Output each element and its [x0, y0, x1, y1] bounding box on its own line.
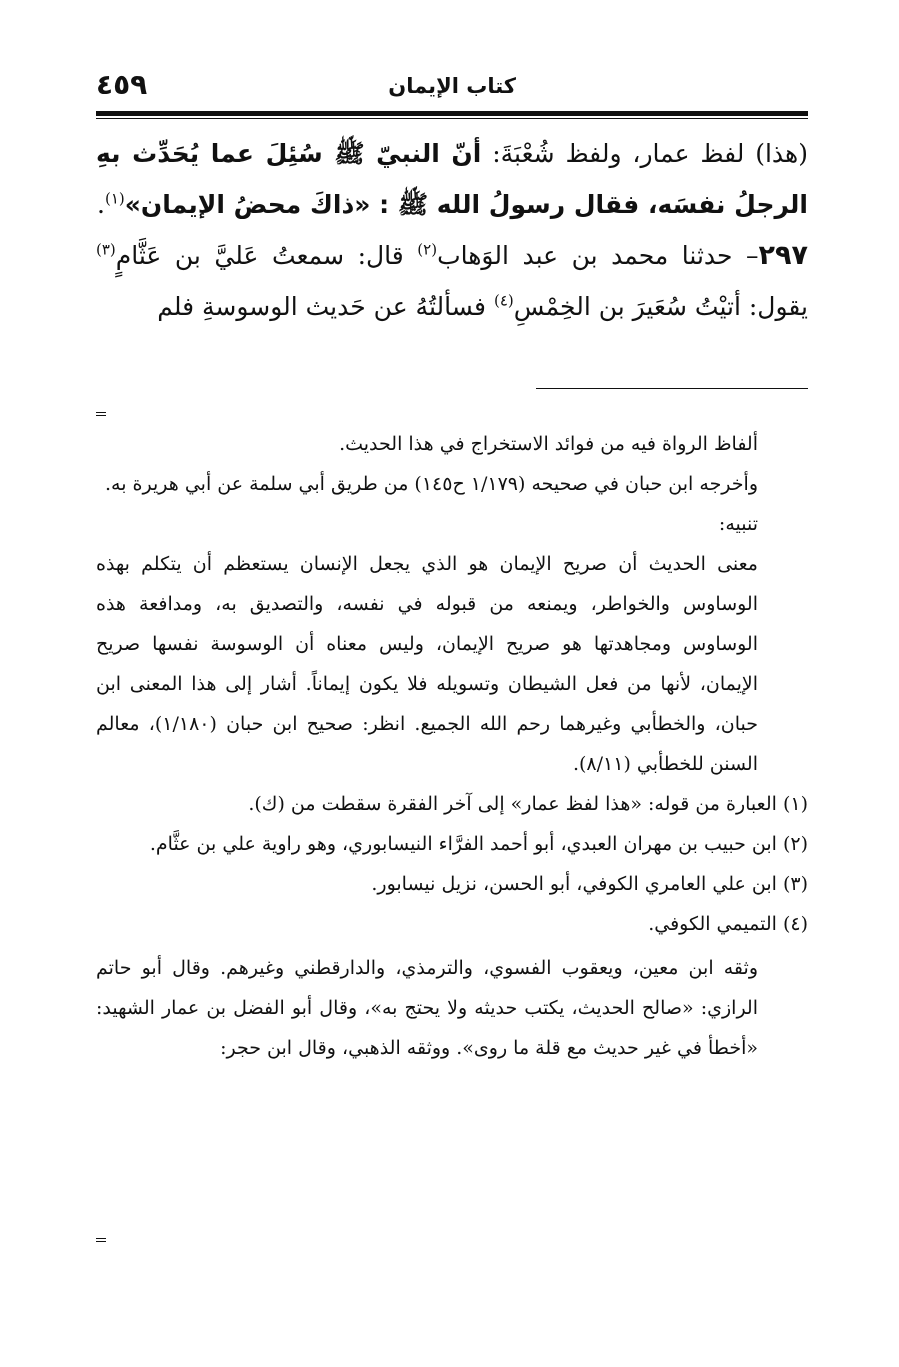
continuation-mark-top [96, 412, 106, 416]
footnote-separator [536, 388, 808, 389]
footnote-continuation-1: ألفاظ الرواة فيه من فوائد الاستخراج في هذا الحديث. [339, 433, 758, 455]
footnote-continuation-3: معنى الحديث أن صريح الإيمان هو الذي يجعل الإنسان يستعظم أن يتكلم بهذه الوساوس والخواطر، ويمنعه من قبوله في نفسه، والتصديق به، ومدافعة هذه الوساوس ومجاهدتها هو صريح الإيمان، وليس معناه أن الوسوسة نفسها صريح الإيمان، لأنها من فعل الشيطان وتسويله فلا يكون إيماناً. أشار إلى هذا المعنى ابن حبان، والخطأبي وغيرهما رحم الله الجميع. انظر: صحيح ابن حبان (١/١٨٠)، معالم السنن للخطأبي (٨/١١). [96, 553, 758, 775]
footnote-continuation-2: وأخرجه ابن حبان في صحيحه (١/١٧٩ ح١٤٥) من طريق أبي سلمة عن أبي هريرة به. [105, 473, 758, 495]
main-text [96, 128, 808, 332]
main-line1-normal: (هذا) لفظ عمار، ولفظ شُعْبَةَ: [481, 139, 808, 168]
footnote-item-4-detail: وثقه ابن معين، ويعقوب الفسوي، والترمذي، والدارقطني وغيرهم. وقال أبو حاتم الرازي: «صالح الحديث، يكتب حديثه ولا يحتج به»، وقال أبو الفضل بن عمار الشهيد: «أخطأ في غير حديث مع قلة ما روى». ووثقه الذهبي، وقال ابن حجر: [96, 957, 758, 1059]
footnote-note-heading: تنبيه: [718, 513, 758, 535]
main-paragraph-2 [96, 230, 808, 332]
footnote-ref-1: (١) [104, 189, 125, 208]
footnote-item-3: (٣) ابن علي العامري الكوفي، أبو الحسن، نزيل نيسابور. [371, 873, 808, 895]
footnote-ref-4: (٤) [493, 291, 514, 310]
hadith-text-c: يقول: أتيْتُ سُعَيرَ بن الخِمْسِ [513, 292, 808, 321]
running-header [96, 70, 806, 112]
footnote-item-4: (٤) التميمي الكوفي. [648, 913, 808, 935]
footnote-ref-2: (٢) [417, 240, 438, 259]
header-double-rule [96, 111, 808, 119]
footnote-ref-3: (٣) [96, 240, 116, 259]
hadith-text-a: – حدثنا محمد بن عبد الوَهاب [437, 241, 759, 270]
continuation-mark-bottom [96, 1238, 106, 1242]
hadith-number: ٢٩٧ [758, 240, 808, 271]
hadith-text-d: فسألتُهُ عن حَديث الوسوسةِ فلم [157, 292, 494, 321]
footnote-item-2: (٢) ابن حبيب بن مهران العبدي، أبو أحمد الفرَّاء النيسابوري، وهو راوية علي بن عثَّام. [149, 833, 808, 855]
main-paragraph-1 [96, 128, 808, 230]
page-number: ٤٥٩ [96, 68, 148, 101]
main-line1-end: . [97, 190, 105, 219]
chapter-title: كتاب الإيمان [388, 74, 516, 98]
footnote-item-1: (١) العبارة من قوله: «هذا لفظ عمار» إلى آخر الفقرة سقطت من (ك). [248, 793, 808, 815]
footnotes [96, 424, 808, 1068]
hadith-text-b: قال: سمعتُ عَليَّ بن عَثَّامٍ [115, 241, 418, 270]
main-line1-bold: أنّ النبيّ ﷺ سُئِلَ عما يُحَدِّث بهِ الرجلُ نفسَه، فقال رسولُ الله ﷺ : «ذاكَ محضُ الإيمان» [96, 139, 808, 219]
